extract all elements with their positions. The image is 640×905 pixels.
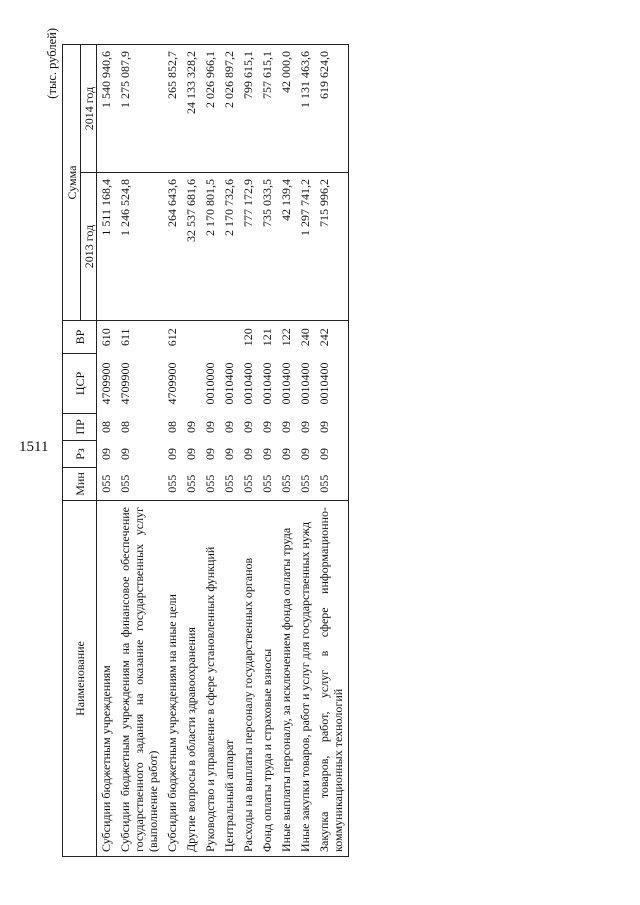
row-vr: 611 xyxy=(116,321,163,354)
unit-caption: (тыс. рублей) xyxy=(45,28,59,99)
row-min: 055 xyxy=(296,468,315,501)
row-min: 055 xyxy=(182,468,201,501)
row-min: 055 xyxy=(116,468,163,501)
header-min: Мин xyxy=(63,468,97,501)
table-row xyxy=(315,45,349,857)
row-pr: 09 xyxy=(260,421,274,433)
row-rz: 09 xyxy=(203,448,217,460)
row-name: Руководство и управление в сфере установленных функций xyxy=(201,501,220,857)
row-rz: 09 xyxy=(222,448,236,460)
header-name: Наименование xyxy=(63,501,97,857)
row-rz: 09 xyxy=(118,448,132,460)
row-pr: 09 xyxy=(315,414,349,441)
row-pr: 08 xyxy=(118,421,132,433)
row-amount-2013: 2 170 732,6 xyxy=(220,173,239,321)
row-csr: 4709900 xyxy=(118,362,132,405)
row-csr: 0010400 xyxy=(241,362,255,405)
row-amount-2013: 1 297 741,2 xyxy=(296,173,315,321)
budget-table xyxy=(62,44,349,857)
row-min: 055 xyxy=(258,468,277,501)
table-row xyxy=(201,45,220,857)
row-amount-2014: 24 133 328,2 xyxy=(182,45,201,173)
row-amount-2014: 1 275 087,9 xyxy=(116,45,163,173)
row-csr: 0010400 xyxy=(279,362,293,405)
header-rz: Рз xyxy=(63,441,97,468)
table-row xyxy=(220,45,239,857)
row-name: Фонд оплаты труда и страховые взносы xyxy=(258,501,277,857)
row-name: Субсидии бюджетным учреждениям на финансовое обеспечение государственного задания на оказание государственных услуг (выполнение работ) xyxy=(116,501,163,857)
row-rz: 09 xyxy=(260,448,274,460)
row-name: Закупка товаров, работ, услуг в сфере информационно-коммуникационных технологий xyxy=(315,501,349,857)
row-name: Субсидии бюджетным учреждениям на иные цели xyxy=(163,501,182,857)
row-name: Иные выплаты персоналу, за исключением фонда оплаты труда xyxy=(277,501,296,857)
row-amount-2013: 1 511 168,4 xyxy=(97,173,117,321)
row-vr: 612 xyxy=(163,321,182,354)
row-min: 055 xyxy=(201,468,220,501)
row-amount-2014: 757 615,1 xyxy=(258,45,277,173)
table-header xyxy=(63,45,97,857)
header-2013: 2013 год xyxy=(81,173,97,321)
row-vr: 121 xyxy=(258,321,277,354)
row-min: 055 xyxy=(97,468,117,501)
row-min: 055 xyxy=(277,468,296,501)
row-min: 055 xyxy=(315,468,349,501)
page-number: 1511 xyxy=(19,439,49,455)
row-pr: 08 xyxy=(165,421,179,433)
row-csr: 0010400 xyxy=(298,362,312,405)
row-amount-2014: 1 131 463,6 xyxy=(296,45,315,173)
row-amount-2013: 42 139,4 xyxy=(277,173,296,321)
row-vr: 242 xyxy=(315,321,349,354)
row-name: Центральный аппарат xyxy=(220,501,239,857)
row-vr: 610 xyxy=(97,321,117,354)
table-body xyxy=(97,45,349,857)
row-pr: 09 xyxy=(298,421,312,433)
row-vr: 120 xyxy=(239,321,258,354)
row-amount-2013: 264 643,6 xyxy=(163,173,182,321)
row-amount-2013: 2 170 801,5 xyxy=(201,173,220,321)
row-vr xyxy=(182,321,201,354)
table-row xyxy=(97,45,117,857)
table-row xyxy=(296,45,315,857)
header-csr: ЦСР xyxy=(63,354,97,414)
row-csr: 0010400 xyxy=(222,362,236,405)
row-pr: 08 xyxy=(99,421,113,433)
row-amount-2014: 619 624,0 xyxy=(315,45,349,173)
row-csr: 0010400 xyxy=(315,354,349,414)
table-row xyxy=(277,45,296,857)
table-row xyxy=(239,45,258,857)
row-rz: 09 xyxy=(165,448,179,460)
row-csr: 0010000 xyxy=(203,362,217,405)
row-rz: 09 xyxy=(99,448,113,460)
row-min: 055 xyxy=(163,468,182,501)
row-csr: 0010400 xyxy=(260,362,274,405)
header-pr: ПР xyxy=(63,414,97,441)
row-vr: 122 xyxy=(277,321,296,354)
table-row xyxy=(163,45,182,857)
row-rz: 09 xyxy=(298,448,312,460)
row-amount-2014: 2 026 966,1 xyxy=(201,45,220,173)
row-name: Субсидии бюджетным учреждениям xyxy=(97,501,117,857)
row-amount-2014: 2 026 897,2 xyxy=(220,45,239,173)
row-pr: 09 xyxy=(222,421,236,433)
row-min: 055 xyxy=(220,468,239,501)
table-row xyxy=(258,45,277,857)
header-vr: ВР xyxy=(63,321,97,354)
row-name: Другие вопросы в области здравоохранения xyxy=(182,501,201,857)
row-pr: 09 xyxy=(241,421,255,433)
row-amount-2014: 42 000,0 xyxy=(277,45,296,173)
table-row xyxy=(182,45,201,857)
row-pr: 09 xyxy=(279,421,293,433)
row-csr xyxy=(182,354,201,414)
row-amount-2013: 777 172,9 xyxy=(239,173,258,321)
row-rz: 09 xyxy=(241,448,255,460)
row-rz: 09 xyxy=(279,448,293,460)
row-amount-2013: 32 537 681,6 xyxy=(182,173,201,321)
row-amount-2013: 1 246 524,8 xyxy=(116,173,163,321)
row-amount-2014: 1 540 940,6 xyxy=(97,45,117,173)
table-row xyxy=(116,45,163,857)
row-amount-2014: 799 615,1 xyxy=(239,45,258,173)
row-rz: 09 xyxy=(184,448,198,460)
row-min: 055 xyxy=(239,468,258,501)
row-vr: 240 xyxy=(296,321,315,354)
row-vr xyxy=(220,321,239,354)
header-2014: 2014 год xyxy=(81,45,97,173)
row-vr xyxy=(201,321,220,354)
row-pr: 09 xyxy=(184,421,198,433)
row-pr: 09 xyxy=(203,421,217,433)
row-name: Расходы на выплаты персоналу государственных органов xyxy=(239,501,258,857)
row-name: Иные закупки товаров, работ и услуг для государственных нужд xyxy=(296,501,315,857)
row-csr: 4709900 xyxy=(165,362,179,405)
row-amount-2013: 715 996,2 xyxy=(315,173,349,321)
row-amount-2013: 735 033,5 xyxy=(258,173,277,321)
row-csr: 4709900 xyxy=(99,362,113,405)
header-sum: Сумма xyxy=(63,45,81,321)
row-rz: 09 xyxy=(315,441,349,468)
row-amount-2014: 265 852,7 xyxy=(163,45,182,173)
